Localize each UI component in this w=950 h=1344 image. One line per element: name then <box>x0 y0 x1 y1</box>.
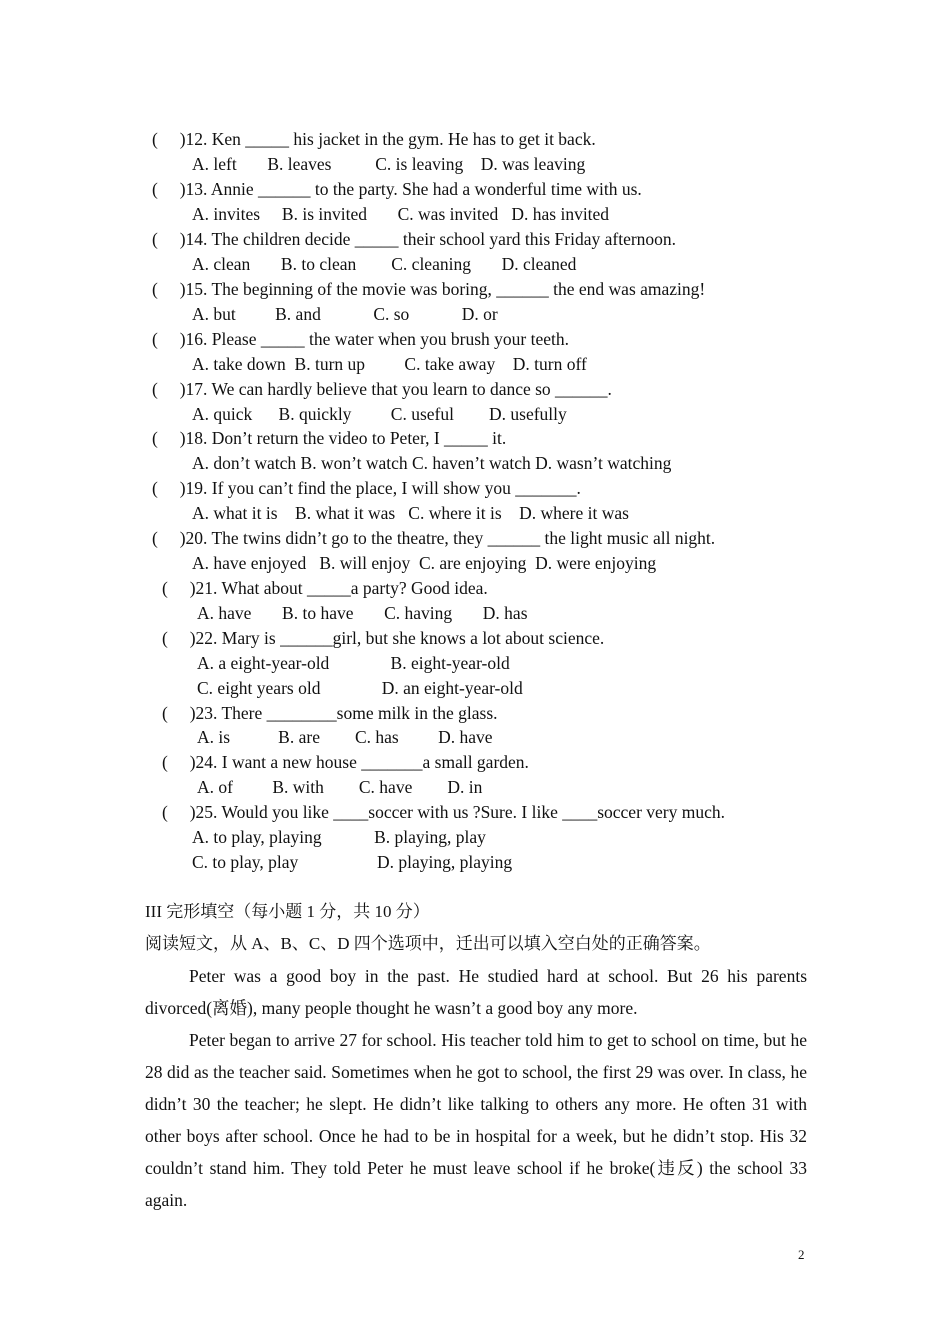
options-22-line1: A. a eight-year-old B. eight-year-old <box>197 653 510 673</box>
question-23: ( )23. There ________some milk in the glass. <box>162 703 498 723</box>
section-title: III 完形填空（每小题 1 分，共 10 分） <box>145 902 430 921</box>
question-16: ( )16. Please _____ the water when you brush your teeth. <box>152 329 569 349</box>
options-12: A. left B. leaves C. is leaving D. was leaving <box>192 154 586 174</box>
options-15: A. but B. and C. so D. or <box>192 304 498 324</box>
options-17: A. quick B. quickly C. useful D. usefully <box>192 404 567 424</box>
options-16: A. take down B. turn up C. take away D. turn off <box>192 354 587 374</box>
options-21: A. have B. to have C. having D. has <box>197 603 528 623</box>
question-25: ( )25. Would you like ____soccer with us ?Sure. I like ____soccer very much. <box>162 802 725 822</box>
options-14: A. clean B. to clean C. cleaning D. cleaned <box>192 254 577 274</box>
question-19: ( )19. If you can’t find the place, I will show you _______. <box>152 478 581 498</box>
question-12: ( )12. Ken _____ his jacket in the gym. He has to get it back. <box>152 129 596 149</box>
options-18: A. don’t watch B. won’t watch C. haven’t watch D. wasn’t watching <box>192 453 672 473</box>
question-13: ( )13. Annie ______ to the party. She had a wonderful time with us. <box>152 179 642 199</box>
options-24: A. of B. with C. have D. in <box>197 777 483 797</box>
question-17: ( )17. We can hardly believe that you learn to dance so ______. <box>152 379 612 399</box>
cloze-passage <box>145 960 807 1216</box>
options-25-line2: C. to play, play D. playing, playing <box>192 852 513 872</box>
section-instruction: 阅读短文，从 A、B、C、D 四个选项中，迁出可以填入空白处的正确答案。 <box>145 934 711 953</box>
options-22-line2: C. eight years old D. an eight-year-old <box>197 678 523 698</box>
options-20: A. have enjoyed B. will enjoy C. are enjoying D. were enjoying <box>192 553 657 573</box>
options-13: A. invites B. is invited C. was invited D. has invited <box>192 204 610 224</box>
options-19: A. what it is B. what it was C. where it is D. where it was <box>192 503 629 523</box>
question-15: ( )15. The beginning of the movie was boring, ______ the end was amazing! <box>152 279 706 299</box>
question-14: ( )14. The children decide _____ their school yard this Friday afternoon. <box>152 229 677 249</box>
cloze-paragraph-2: Peter began to arrive 27 for school. His teacher told him to get to school on time, but he 28 did as the teacher said. Sometimes when he got to school, the first 29 was over. In class, he didn’t 30 the teacher; he slept. He didn’t like talking to others any more. He often 31 with other boys after school. Once he had to be in hospital for a week, but he didn’t stop. His 32 couldn’t stand him. They told Peter he must leave school if he broke(违反) the school 33 again. <box>145 1030 807 1210</box>
page-number: 2 <box>798 1247 805 1262</box>
question-18: ( )18. Don’t return the video to Peter, I _____ it. <box>152 428 507 448</box>
cloze-paragraph-1: Peter was a good boy in the past. He studied hard at school. But 26 his parents divorced(离婚), many people thought he wasn’t a good boy any more. <box>145 966 807 1018</box>
options-25-line1: A. to play, playing B. playing, play <box>192 827 486 847</box>
question-21: ( )21. What about _____a party? Good idea. <box>162 578 488 598</box>
question-22: ( )22. Mary is ______girl, but she knows a lot about science. <box>162 628 605 648</box>
options-23: A. is B. are C. has D. have <box>197 727 493 747</box>
question-24: ( )24. I want a new house _______a small garden. <box>162 752 529 772</box>
question-20: ( )20. The twins didn’t go to the theatre, they ______ the light music all night. <box>152 528 716 548</box>
